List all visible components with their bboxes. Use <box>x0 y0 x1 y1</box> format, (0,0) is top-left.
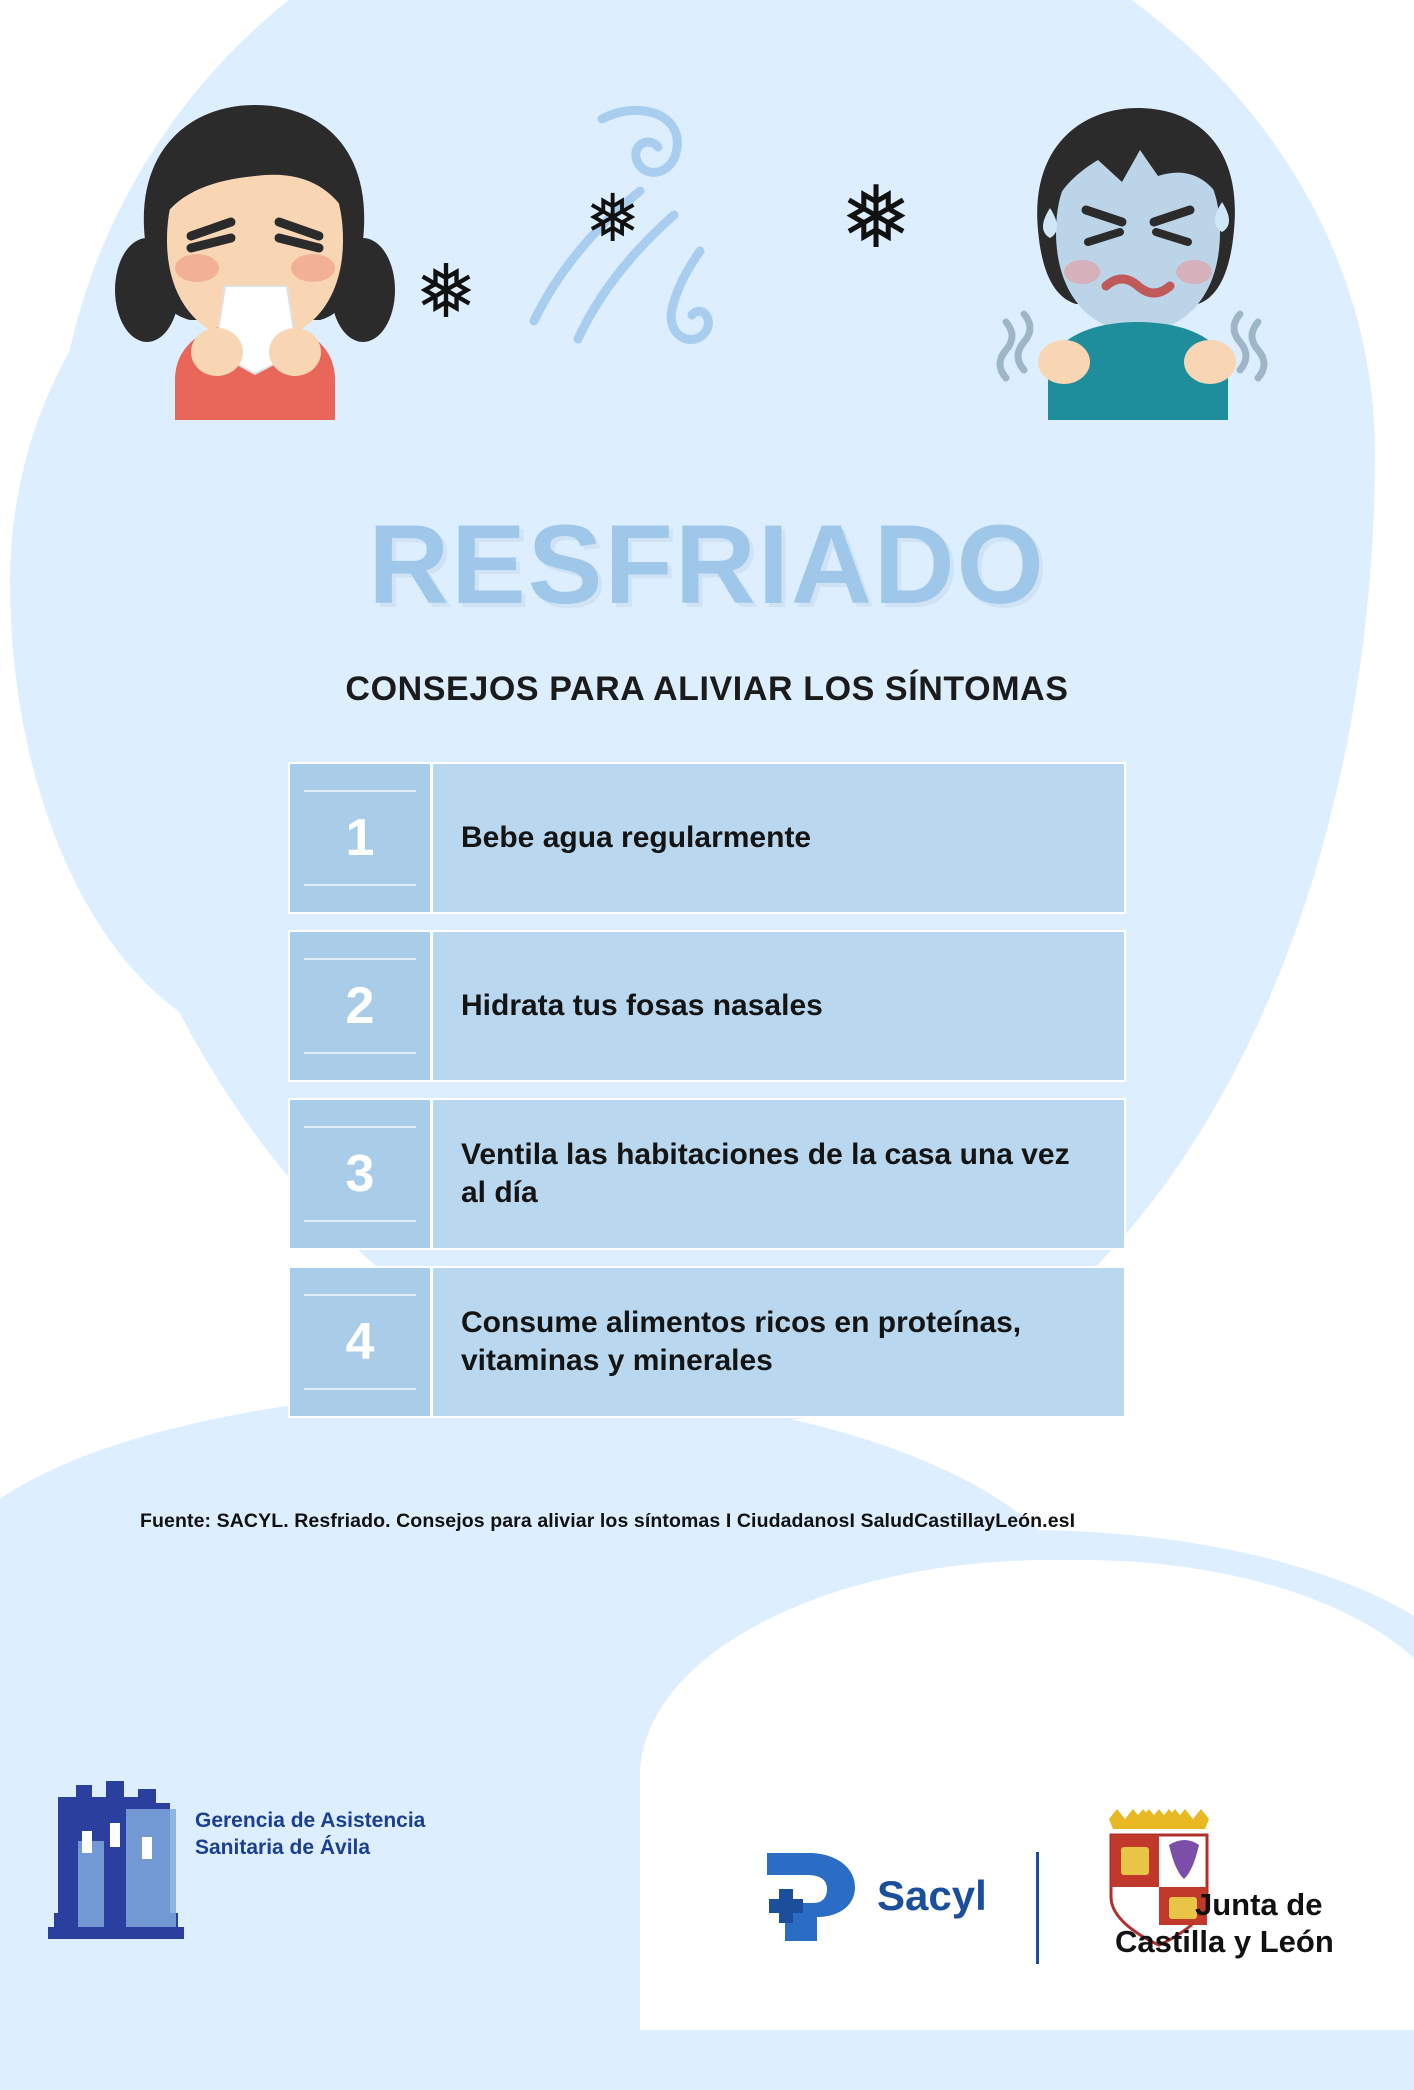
tip-number: 3 <box>345 1145 375 1203</box>
tip-text: Ventila las habitaciones de la casa una vez al día <box>461 1137 1070 1209</box>
tip-number-panel <box>290 1268 433 1416</box>
tips-list <box>288 762 1126 1434</box>
list-item <box>288 1098 1126 1250</box>
footer-divider <box>1036 1852 1039 1964</box>
page-subtitle: CONSEJOS PARA ALIVIAR LOS SÍNTOMAS <box>345 670 1069 708</box>
junta-line1: Junta de <box>1195 1887 1323 1922</box>
tip-number-panel <box>290 932 433 1080</box>
snowflake-icon: ❅ <box>840 170 913 266</box>
list-item <box>288 1266 1126 1418</box>
source-note: Fuente: SACYL. Resfriado. Consejos para aliviar los síntomas I CiudadanosI SaludCastillayLeón.esI <box>140 1510 1076 1532</box>
sacyl-logo <box>755 1845 1005 1955</box>
gerencia-line2: Sanitaria de Ávila <box>195 1836 371 1860</box>
list-item <box>288 930 1126 1082</box>
gerencia-logo <box>30 1745 500 1965</box>
gerencia-line1: Gerencia de Asistencia <box>195 1809 426 1832</box>
junta-label <box>1115 1887 1334 1960</box>
snowflake-icon: ❅ <box>415 250 478 333</box>
tip-text: Hidrata tus fosas nasales <box>461 988 823 1022</box>
boy-shivering-icon <box>990 90 1280 420</box>
sacyl-wordmark: Sacyl <box>877 1872 987 1919</box>
tip-text: Consume alimentos ricos en proteínas, vitaminas y minerales <box>461 1305 1022 1377</box>
tip-text: Bebe agua regularmente <box>461 820 812 854</box>
gerencia-label <box>195 1807 425 1862</box>
girl-sneezing-icon <box>105 90 405 420</box>
page-title: RESFRIADO <box>368 502 1046 627</box>
tip-number: 2 <box>345 977 375 1035</box>
junta-logo <box>1095 1805 1395 1985</box>
tip-number-panel <box>290 764 433 912</box>
list-item <box>288 762 1126 914</box>
snowflake-icon: ❅ <box>585 181 641 255</box>
tip-number: 1 <box>345 809 375 867</box>
tip-number-panel <box>290 1100 433 1248</box>
junta-line2: Castilla y León <box>1115 1923 1334 1959</box>
tip-number: 4 <box>345 1313 375 1371</box>
